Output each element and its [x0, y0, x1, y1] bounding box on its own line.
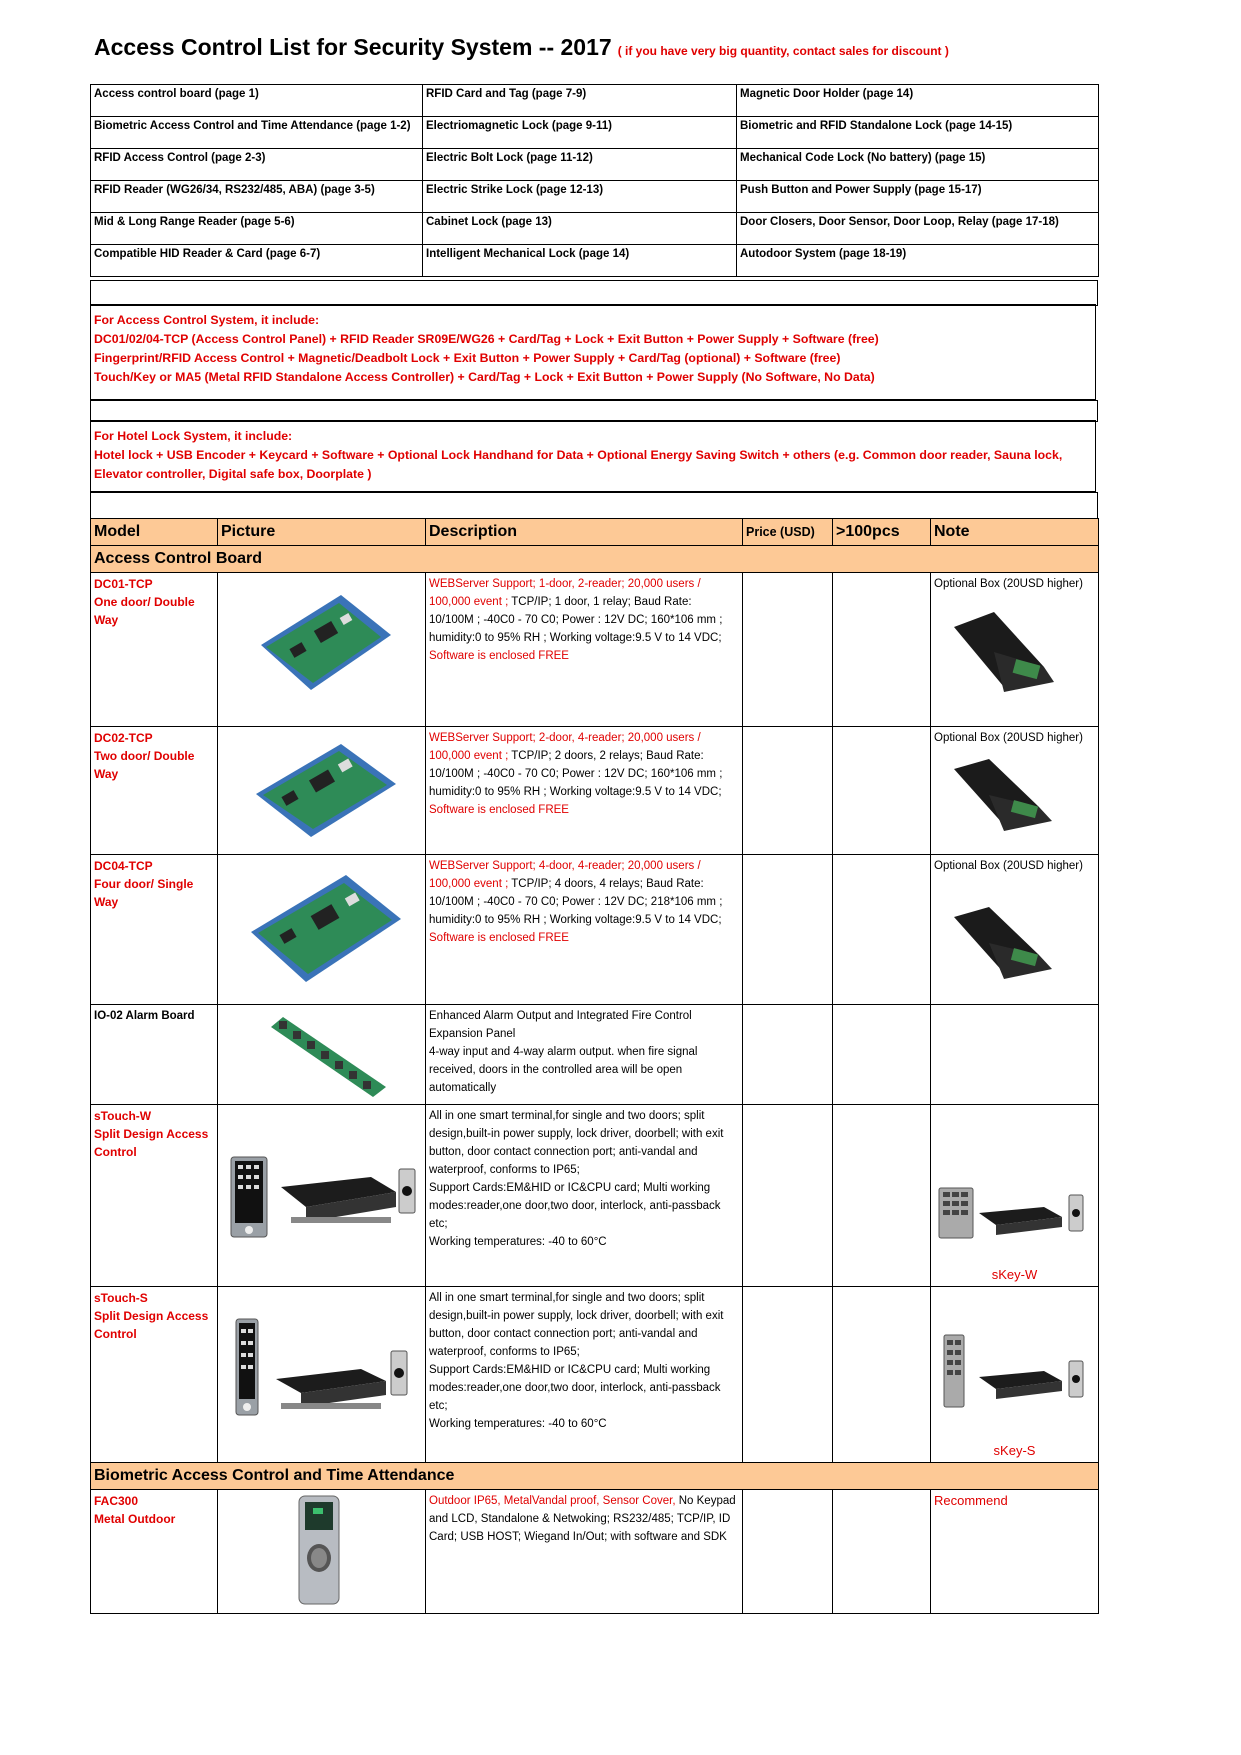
header-price: Price (USD) [743, 519, 833, 546]
table-row [91, 1490, 1099, 1614]
desc-highlight: WEBServer Support; 2-door, 4-reader; 20,000 users / 100,000 event ; [429, 732, 701, 762]
description-cell [426, 855, 743, 1005]
stouch-w-kit-image [221, 1107, 421, 1281]
desc-text: No Keypad and LCD, Standalone & Netwoking; RS232/485; TCP/IP, ID Card; USB HOST; Wiegand In/Out; with software and SDK [429, 1495, 736, 1543]
qty-price-cell [833, 727, 931, 855]
qty-price-cell [833, 1490, 931, 1614]
category-cell: Cabinet Lock (page 13) [423, 213, 737, 245]
product-table [90, 518, 1099, 1614]
table-row [91, 855, 1099, 1005]
category-cell: Mechanical Code Lock (No battery) (page 15) [737, 149, 1099, 181]
section-row [91, 1463, 1099, 1490]
access-info-line: Fingerprint/RFID Access Control + Magnetic/Deadbolt Lock + Exit Button + Power Supply + Card/Tag (optional) + Software (free) [94, 351, 841, 365]
picture-cell [218, 855, 426, 1005]
hotel-info-line: Hotel lock + USB Encoder + Keycard + Software + Optional Lock Handhand for Data + Optional Energy Saving Switch + others (e.g. Common door reader, Sauna lock, Elevator controller, Digital safe box, Doorplate ) [94, 448, 1063, 481]
hotel-info-heading: For Hotel Lock System, it include: [94, 429, 293, 443]
model-code: DC02-TCP [94, 731, 153, 745]
category-cell: Push Button and Power Supply (page 15-17) [737, 181, 1099, 213]
category-cell: RFID Reader (WG26/34, RS232/485, ABA) (page 3-5) [91, 181, 423, 213]
page-title [94, 34, 949, 61]
category-cell: Door Closers, Door Sensor, Door Loop, Relay (page 17-18) [737, 213, 1099, 245]
desc-text: Enhanced Alarm Output and Integrated Fire Control Expansion Panel [429, 1010, 692, 1040]
model-desc: Control [94, 1327, 137, 1341]
desc-highlight: WEBServer Support; 1-door, 2-reader; 20,000 users / 100,000 event ; [429, 578, 701, 608]
price-cell [743, 1287, 833, 1463]
title-main: Access Control List for Security System -- 2017 [94, 34, 612, 60]
category-row [91, 85, 1099, 117]
category-row [91, 181, 1099, 213]
picture-cell [218, 1490, 426, 1614]
fac300-terminal-image [221, 1492, 421, 1608]
header-qty: >100pcs [833, 519, 931, 546]
access-info-line: DC01/02/04-TCP (Access Control Panel) + RFID Reader SR09E/WG26 + Card/Tag + Lock + Exit Button + Power Supply + Software (free) [94, 332, 879, 346]
optional-box-image [934, 905, 1094, 985]
desc-highlight: Software is enclosed FREE [429, 804, 569, 816]
qty-price-cell [833, 1005, 931, 1105]
picture-cell [218, 727, 426, 855]
price-cell [743, 1490, 833, 1614]
desc-text: All in one smart terminal,for single and two doors; split design,built-in power supply, lock driver, doorbell; with exit button, door contact connection port; anti-vandal and waterproof, conforms to IP65; [429, 1292, 724, 1358]
category-row [91, 245, 1099, 277]
skey-s-image [934, 1325, 1094, 1415]
note-cell [931, 573, 1099, 727]
price-cell [743, 1005, 833, 1105]
stouch-s-kit-image [221, 1289, 421, 1457]
model-desc: Way [94, 767, 119, 781]
model-cell [91, 855, 218, 1005]
model-desc: Four door/ Single [94, 877, 194, 891]
model-desc: Split Design Access [94, 1127, 209, 1141]
note-text: Optional Box (20USD higher) [934, 578, 1083, 590]
access-info-heading: For Access Control System, it include: [94, 313, 320, 327]
category-cell: Mid & Long Range Reader (page 5-6) [91, 213, 423, 245]
category-cell: Electric Strike Lock (page 12-13) [423, 181, 737, 213]
model-cell: IO-02 Alarm Board [91, 1005, 218, 1105]
description-cell [426, 727, 743, 855]
section-row [91, 546, 1099, 573]
table-row [91, 1105, 1099, 1287]
note-cell [931, 855, 1099, 1005]
spacer-row [90, 280, 1098, 306]
model-code: DC01-TCP [94, 577, 153, 591]
picture-cell [218, 573, 426, 727]
description-cell [426, 1105, 743, 1287]
desc-highlight: Software is enclosed FREE [429, 932, 569, 944]
category-cell: Electric Bolt Lock (page 11-12) [423, 149, 737, 181]
category-cell: Biometric Access Control and Time Attendance (page 1-2) [91, 117, 423, 149]
model-desc: Control [94, 1145, 137, 1159]
category-cell: Magnetic Door Holder (page 14) [737, 85, 1099, 117]
skey-w-image [934, 1173, 1094, 1253]
category-row [91, 149, 1099, 181]
hotel-system-info [90, 420, 1096, 492]
price-cell [743, 1105, 833, 1287]
desc-text: Working temperatures: -40 to 60°C [429, 1418, 607, 1430]
model-cell [91, 1490, 218, 1614]
table-row [91, 727, 1099, 855]
skey-s-caption: sKey-S [993, 1443, 1036, 1458]
alarm-board-image [221, 1007, 421, 1099]
header-note: Note [931, 519, 1099, 546]
pcb-board-image [221, 857, 421, 997]
title-discount-note: ( if you have very big quantity, contact sales for discount ) [617, 44, 949, 58]
skey-w-caption: sKey-W [991, 1267, 1038, 1282]
table-row [91, 1287, 1099, 1463]
note-cell [931, 727, 1099, 855]
description-cell [426, 1005, 743, 1105]
model-cell [91, 573, 218, 727]
category-cell: RFID Access Control (page 2-3) [91, 149, 423, 181]
header-description: Description [426, 519, 743, 546]
model-code: sTouch-W [94, 1109, 152, 1123]
price-cell [743, 855, 833, 1005]
table-row [91, 573, 1099, 727]
category-row [91, 117, 1099, 149]
spacer-row [90, 492, 1098, 520]
picture-cell [218, 1105, 426, 1287]
category-row [91, 213, 1099, 245]
category-cell: Access control board (page 1) [91, 85, 423, 117]
desc-text: All in one smart terminal,for single and two doors; split design,built-in power supply, lock driver, doorbell; with exit button, door contact connection port; anti-vandal and waterproof, conforms to IP65; [429, 1110, 724, 1176]
qty-price-cell [833, 573, 931, 727]
spacer-row [90, 400, 1098, 422]
section-board-title: Access Control Board [91, 546, 1099, 573]
desc-text: Support Cards:EM&HID or IC&CPU card; Multi working modes:reader,one door,two door, interlock, anti-passback etc; [429, 1182, 721, 1230]
model-code: DC04-TCP [94, 859, 153, 873]
model-code: sTouch-S [94, 1291, 148, 1305]
price-cell [743, 727, 833, 855]
model-desc: Split Design Access [94, 1309, 209, 1323]
picture-cell [218, 1005, 426, 1105]
pcb-board-image [221, 729, 421, 849]
model-cell [91, 1287, 218, 1463]
model-cell [91, 1105, 218, 1287]
desc-text: TCP/IP; 4 doors, 4 relays; Baud Rate: 10/100M ; -40C0 - 70 C0; Power : 12V DC; 218*106 mm ; humidity:0 to 95% RH ; Working voltage:9.5 V to 14 VDC; [429, 878, 723, 926]
category-cell: Compatible HID Reader & Card (page 6-7) [91, 245, 423, 277]
description-cell [426, 573, 743, 727]
access-system-info [90, 304, 1096, 400]
section-biometric-title: Biometric Access Control and Time Attendance [91, 1463, 1099, 1490]
model-cell [91, 727, 218, 855]
table-row [91, 1005, 1099, 1105]
model-desc: Two door/ Double [94, 749, 195, 763]
category-index-table [90, 84, 1099, 277]
category-cell: Biometric and RFID Standalone Lock (page 14-15) [737, 117, 1099, 149]
desc-text: TCP/IP; 2 doors, 2 relays; Baud Rate: 10/100M ; -40C0 - 70 C0; Power : 12V DC; 160*106 mm ; humidity:0 to 95% RH ; Working voltage:9.5 V to 14 VDC; [429, 750, 723, 798]
pcb-board-image [221, 575, 421, 721]
model-code: FAC300 [94, 1494, 139, 1508]
picture-cell [218, 1287, 426, 1463]
description-cell [426, 1287, 743, 1463]
desc-highlight: Outdoor IP65, MetalVandal proof, Sensor Cover, [429, 1495, 676, 1507]
category-cell: RFID Card and Tag (page 7-9) [423, 85, 737, 117]
note-cell [931, 1287, 1099, 1463]
header-picture: Picture [218, 519, 426, 546]
desc-text: 4-way input and 4-way alarm output. when fire signal received, doors in the controlled area will be open automatically [429, 1046, 698, 1094]
model-desc: Way [94, 613, 119, 627]
optional-box-image [934, 757, 1094, 837]
desc-text: Working temperatures: -40 to 60°C [429, 1236, 607, 1248]
note-cell: Recommend [931, 1490, 1099, 1614]
price-cell [743, 573, 833, 727]
note-text: Optional Box (20USD higher) [934, 732, 1083, 744]
model-desc: One door/ Double [94, 595, 195, 609]
desc-text: Support Cards:EM&HID or IC&CPU card; Multi working modes:reader,one door,two door, interlock, anti-passback etc; [429, 1364, 721, 1412]
desc-highlight: Software is enclosed FREE [429, 650, 569, 662]
note-cell [931, 1105, 1099, 1287]
qty-price-cell [833, 1105, 931, 1287]
table-header-row [91, 519, 1099, 546]
category-cell: Electriomagnetic Lock (page 9-11) [423, 117, 737, 149]
category-cell: Autodoor System (page 18-19) [737, 245, 1099, 277]
category-cell: Intelligent Mechanical Lock (page 14) [423, 245, 737, 277]
note-cell [931, 1005, 1099, 1105]
model-desc: Metal Outdoor [94, 1512, 176, 1526]
qty-price-cell [833, 855, 931, 1005]
header-model: Model [91, 519, 218, 546]
access-info-line: Touch/Key or MA5 (Metal RFID Standalone Access Controller) + Card/Tag + Lock + Exit Button + Power Supply (No Software, No Data) [94, 370, 875, 384]
desc-highlight: WEBServer Support; 4-door, 4-reader; 20,000 users / 100,000 event ; [429, 860, 701, 890]
desc-text: TCP/IP; 1 door, 1 relay; Baud Rate: 10/100M ; -40C0 - 70 C0; Power : 12V DC; 160*106 mm ; humidity:0 to 95% RH ; Working voltage:9.5 V to 14 VDC; [429, 596, 723, 644]
qty-price-cell [833, 1287, 931, 1463]
optional-box-image [934, 607, 1094, 707]
model-desc: Way [94, 895, 119, 909]
note-text: Optional Box (20USD higher) [934, 860, 1083, 872]
description-cell [426, 1490, 743, 1614]
